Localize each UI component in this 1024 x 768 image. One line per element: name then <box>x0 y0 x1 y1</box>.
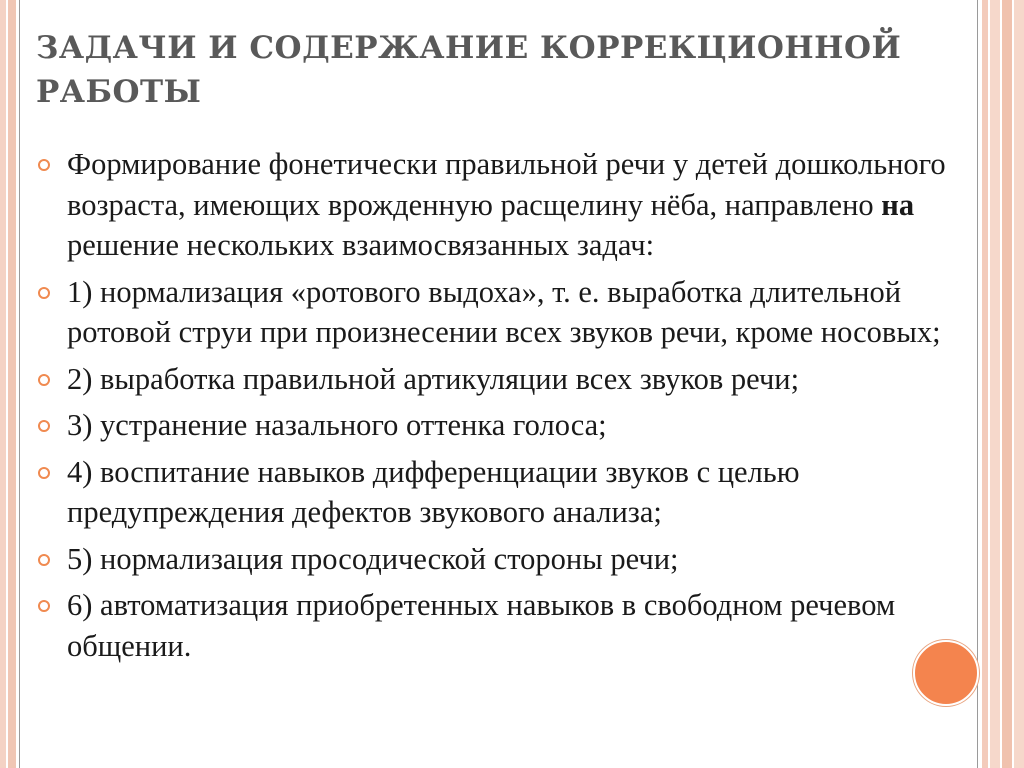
list-item-text: 1) нормализация «ротового выдоха», т. е. выработка длительной ротовой струи при произнесении всех звуков речи, кроме носовых; <box>67 274 941 349</box>
orange-circle-decoration <box>913 640 979 706</box>
list-item-text-bold: на <box>881 187 915 222</box>
list-item <box>36 585 1006 666</box>
list-item <box>36 405 1006 446</box>
list-item <box>36 539 1006 580</box>
slide-title: ЗАДАЧИ И СОДЕРЖАНИЕ КОРРЕКЦИОННОЙ РАБОТЫ <box>36 30 902 110</box>
list-item-text: 4) воспитание навыков дифференциации звуков с целью предупреждения дефектов звукового анализа; <box>67 454 800 529</box>
bullet-icon <box>38 159 50 171</box>
bullet-icon <box>38 420 50 432</box>
list-item-text: 5) нормализация просодической стороны речи; <box>67 541 679 576</box>
list-item <box>36 144 1006 266</box>
bullet-list <box>36 144 1006 672</box>
list-item <box>36 452 1006 533</box>
list-item <box>36 359 1006 400</box>
list-item <box>36 272 1006 353</box>
bullet-icon <box>38 600 50 612</box>
bullet-icon <box>38 374 50 386</box>
left-border-line <box>19 0 20 768</box>
left-decorative-stripe-inner <box>8 0 16 768</box>
left-decorative-stripe <box>0 0 6 768</box>
bullet-icon <box>38 287 50 299</box>
bullet-icon <box>38 467 50 479</box>
list-item-text-start: Формирование фонетически правильной речи у детей дошкольного возраста, имеющих врожденную расщелину нёба, направлено <box>67 147 946 222</box>
list-item-text: 2) выработка правильной артикуляции всех звуков речи; <box>67 361 800 396</box>
list-item-text: 6) автоматизация приобретенных навыков в свободном речевом общении. <box>67 588 896 663</box>
bullet-icon <box>38 554 50 566</box>
list-item-text-end: решение нескольких взаимосвязанных задач: <box>67 228 655 262</box>
list-item-text: 3) устранение назального оттенка голоса; <box>67 408 607 442</box>
